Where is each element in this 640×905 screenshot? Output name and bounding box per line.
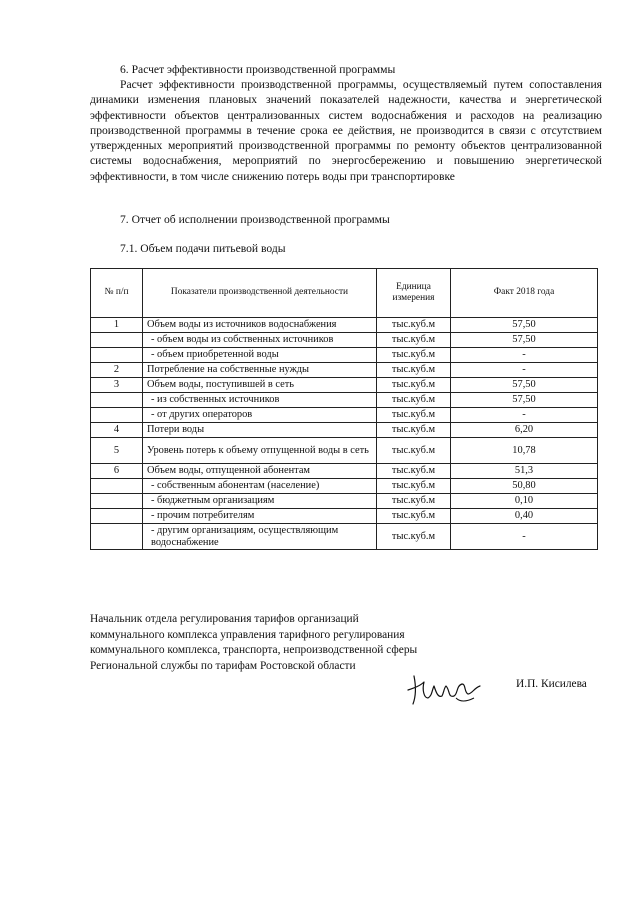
- row-unit: тыс.куб.м: [377, 393, 451, 408]
- row-name: Уровень потерь к объему отпущенной воды в сеть: [143, 438, 377, 464]
- section-6-heading: 6. Расчет эффективности производственной программы: [120, 63, 396, 76]
- table-row: [91, 393, 598, 408]
- table-row: [91, 363, 598, 378]
- row-name: - объем воды из собственных источников: [143, 333, 377, 348]
- row-name: - бюджетным организациям: [143, 494, 377, 509]
- row-name: - объем приобретенной воды: [143, 348, 377, 363]
- row-unit: тыс.куб.м: [377, 524, 451, 550]
- row-name: - другим организациям, осуществляющим водоснабжение: [143, 524, 377, 550]
- row-unit: тыс.куб.м: [377, 348, 451, 363]
- row-num: 5: [91, 438, 143, 464]
- row-name: Потребление на собственные нужды: [143, 363, 377, 378]
- row-name: Объем воды из источников водоснабжения: [143, 318, 377, 333]
- table-row: [91, 333, 598, 348]
- row-name: - прочим потребителям: [143, 509, 377, 524]
- row-num: [91, 333, 143, 348]
- row-num: 2: [91, 363, 143, 378]
- signatory-name: И.П. Кисилева: [516, 678, 587, 690]
- row-value: 57,50: [451, 333, 598, 348]
- row-unit: тыс.куб.м: [377, 464, 451, 479]
- row-unit: тыс.куб.м: [377, 363, 451, 378]
- row-name: - из собственных источников: [143, 393, 377, 408]
- row-unit: тыс.куб.м: [377, 378, 451, 393]
- row-value: 0,10: [451, 494, 598, 509]
- table-row: [91, 438, 598, 464]
- section-6-paragraph: Расчет эффективности производственной программы, осуществляемый путем сопоставления динамики изменения плановых значений показателей надежности, качества и энергетической эффективности объектов централизованных систем водоснабжения и расходов на реализацию производственной программы в течение срока ее действия, не производится в связи с отсутствием утвержденных мероприятий производственной программы по ремонту объектов централизованной системы водоснабжения, мероприятий по энергосбережению и повышению энергетической эффективности, в том числе снижению потерь воды при транспортировке: [90, 78, 602, 183]
- row-unit: тыс.куб.м: [377, 423, 451, 438]
- row-num: [91, 479, 143, 494]
- row-value: 57,50: [451, 318, 598, 333]
- table-row: [91, 378, 598, 393]
- table-row: [91, 348, 598, 363]
- row-unit: тыс.куб.м: [377, 318, 451, 333]
- row-num: [91, 348, 143, 363]
- row-num: 6: [91, 464, 143, 479]
- row-num: 3: [91, 378, 143, 393]
- handwritten-signature: [404, 668, 486, 708]
- row-value: -: [451, 363, 598, 378]
- table-header-row: [91, 269, 598, 318]
- row-num: [91, 393, 143, 408]
- row-name: Объем воды, поступившей в сеть: [143, 378, 377, 393]
- table-row: [91, 423, 598, 438]
- signatory-position: Начальник отдела регулирования тарифов организаций коммунального комплекса управления тарифного регулирования коммунального комплекса, транспорта, непроизводственной сферы Региональной службы по тарифам Ростовской области: [90, 613, 418, 672]
- row-unit: тыс.куб.м: [377, 408, 451, 423]
- row-num: [91, 524, 143, 550]
- row-unit: тыс.куб.м: [377, 333, 451, 348]
- row-value: -: [451, 524, 598, 550]
- header-value: Факт 2018 года: [451, 269, 598, 318]
- table-row: [91, 479, 598, 494]
- row-name: Объем воды, отпущенной абонентам: [143, 464, 377, 479]
- row-num: 1: [91, 318, 143, 333]
- section-7-heading: 7. Отчет об исполнении производственной программы: [120, 213, 390, 226]
- table-row: [91, 464, 598, 479]
- table-row: [91, 318, 598, 333]
- row-value: 10,78: [451, 438, 598, 464]
- section-7-1-heading: 7.1. Объем подачи питьевой воды: [120, 242, 286, 255]
- row-value: 57,50: [451, 393, 598, 408]
- table-row: [91, 494, 598, 509]
- header-name: Показатели производственной деятельности: [143, 269, 377, 318]
- row-name: Потери воды: [143, 423, 377, 438]
- table-row: [91, 509, 598, 524]
- table-row: [91, 524, 598, 550]
- row-value: 6,20: [451, 423, 598, 438]
- row-value: -: [451, 348, 598, 363]
- row-num: [91, 408, 143, 423]
- row-unit: тыс.куб.м: [377, 438, 451, 464]
- row-num: [91, 494, 143, 509]
- table-row: [91, 408, 598, 423]
- row-value: 0,40: [451, 509, 598, 524]
- row-name: - от других операторов: [143, 408, 377, 423]
- row-value: 50,80: [451, 479, 598, 494]
- row-value: -: [451, 408, 598, 423]
- water-supply-table: [90, 268, 598, 550]
- row-num: [91, 509, 143, 524]
- row-value: 51,3: [451, 464, 598, 479]
- header-unit: Единица измерения: [377, 269, 451, 318]
- row-unit: тыс.куб.м: [377, 479, 451, 494]
- row-value: 57,50: [451, 378, 598, 393]
- row-num: 4: [91, 423, 143, 438]
- row-unit: тыс.куб.м: [377, 509, 451, 524]
- row-name: - собственным абонентам (население): [143, 479, 377, 494]
- header-num: № п/п: [91, 269, 143, 318]
- row-unit: тыс.куб.м: [377, 494, 451, 509]
